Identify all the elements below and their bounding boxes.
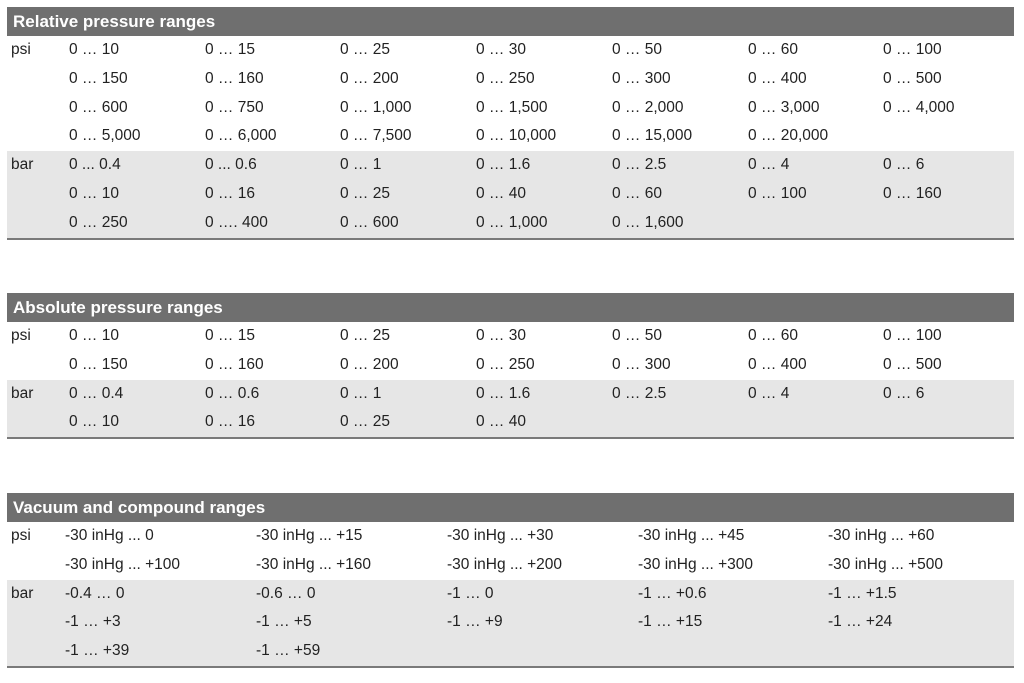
range-cell: 0 … 2,000: [612, 98, 684, 116]
range-cell: -30 inHg ... +45: [638, 527, 745, 544]
range-cell: 0 … 3,000: [748, 98, 820, 116]
table-row: [7, 637, 1014, 666]
relative-pressure-section: [7, 7, 1014, 240]
absolute-ranges-table: [7, 322, 1014, 437]
unit-label: psi: [11, 527, 31, 544]
table-row: [7, 351, 1014, 380]
range-cell: 0 … 100: [748, 184, 807, 202]
unit-group-psi: [7, 322, 1014, 380]
table-row: [7, 322, 1014, 351]
range-cell: 0 … 2.5: [612, 384, 667, 402]
range-cell: -30 inHg ... +100: [65, 555, 181, 573]
section-title: Vacuum and compound ranges: [7, 493, 1014, 522]
range-cell: -1 … +5: [256, 613, 312, 631]
range-cell: 0 … 250: [69, 213, 128, 231]
range-cell: 0 … 25: [340, 41, 390, 58]
range-cell: 0 … 20,000: [748, 127, 829, 145]
range-cell: 0 … 160: [205, 355, 264, 373]
range-cell: 0 … 1,000: [476, 213, 548, 231]
range-cell: 0 … 5,000: [69, 127, 141, 145]
unit-group-bar: [7, 580, 1014, 666]
section-divider: [7, 666, 1014, 668]
range-cell: 0 … 25: [340, 184, 390, 202]
table-row: [7, 522, 1014, 551]
range-cell: -0.4 … 0: [65, 584, 125, 602]
range-cell: 0 … 0.4: [69, 384, 124, 402]
section-divider: [7, 238, 1014, 240]
range-cell: -30 inHg ... 0: [65, 527, 154, 544]
range-cell: 0 … 6: [883, 384, 925, 402]
table-row: [7, 580, 1014, 609]
unit-label: bar: [11, 584, 34, 602]
table-row: [7, 94, 1014, 123]
range-cell: 0 … 10: [69, 327, 119, 344]
range-cell: 0 … 250: [476, 355, 535, 373]
range-cell: 0 … 15: [205, 41, 255, 58]
unit-label: psi: [11, 327, 31, 344]
table-row: [7, 36, 1014, 65]
range-cell: -30 inHg ... +500: [828, 555, 944, 573]
unit-group-bar: [7, 151, 1014, 237]
range-cell: 0 … 1,000: [340, 98, 412, 116]
range-cell: -1 … +3: [65, 613, 121, 631]
range-cell: 0 … 50: [612, 327, 662, 344]
range-cell: 0 … 4,000: [883, 98, 955, 116]
range-cell: 0 … 7,500: [340, 127, 412, 145]
table-row: [7, 380, 1014, 409]
relative-ranges-table: [7, 36, 1014, 238]
range-cell: 0 … 6,000: [205, 127, 277, 145]
range-cell: 0 … 4: [748, 156, 790, 174]
range-cell: 0 … 200: [340, 355, 399, 373]
range-cell: 0 … 25: [340, 327, 390, 344]
range-cell: 0 … 400: [748, 69, 807, 87]
range-cell: 0 …. 400: [205, 213, 268, 231]
range-cell: -30 inHg ... +160: [256, 555, 372, 573]
table-row: [7, 65, 1014, 94]
range-cell: 0 … 15: [205, 327, 255, 344]
range-cell: 0 … 160: [205, 69, 264, 87]
unit-group-bar: [7, 380, 1014, 438]
unit-group-psi: [7, 522, 1014, 580]
range-cell: 0 … 50: [612, 41, 662, 58]
range-cell: 0 ... 0.4: [69, 156, 121, 174]
range-cell: 0 ... 0.6: [205, 156, 257, 174]
range-cell: 0 … 1.6: [476, 384, 531, 402]
section-title: Relative pressure ranges: [7, 7, 1014, 36]
range-cell: 0 … 1: [340, 384, 382, 402]
range-cell: 0 … 10: [69, 184, 119, 202]
range-cell: -1 … 0: [447, 584, 494, 602]
range-cell: 0 … 10,000: [476, 127, 557, 145]
range-cell: 0 … 500: [883, 69, 942, 87]
vacuum-compound-section: [7, 493, 1014, 668]
range-cell: 0 … 200: [340, 69, 399, 87]
range-cell: 0 … 16: [205, 184, 255, 202]
range-cell: -30 inHg ... +300: [638, 555, 754, 573]
range-cell: 0 … 2.5: [612, 156, 667, 174]
range-cell: 0 … 15,000: [612, 127, 693, 145]
range-cell: 0 … 10: [69, 41, 119, 58]
range-cell: 0 … 300: [612, 355, 671, 373]
range-cell: 0 … 1: [340, 156, 382, 174]
range-cell: 0 … 250: [476, 69, 535, 87]
range-cell: -30 inHg ... +15: [256, 527, 363, 544]
range-cell: 0 … 30: [476, 41, 526, 58]
section-divider: [7, 437, 1014, 439]
absolute-pressure-section: [7, 293, 1014, 439]
range-cell: 0 … 30: [476, 327, 526, 344]
range-cell: -1 … +39: [65, 642, 130, 660]
range-cell: 0 … 60: [748, 41, 798, 58]
table-row: [7, 180, 1014, 209]
range-cell: 0 … 600: [340, 213, 399, 231]
section-title: Absolute pressure ranges: [7, 293, 1014, 322]
table-row: [7, 209, 1014, 238]
unit-label: psi: [11, 41, 31, 58]
range-cell: 0 … 150: [69, 355, 128, 373]
table-row: [7, 408, 1014, 437]
range-cell: 0 … 600: [69, 98, 128, 116]
range-cell: 0 … 25: [340, 413, 390, 431]
range-cell: 0 … 1,500: [476, 98, 548, 116]
range-cell: -30 inHg ... +30: [447, 527, 554, 544]
table-row: [7, 151, 1014, 180]
range-cell: 0 … 400: [748, 355, 807, 373]
range-cell: -0.6 … 0: [256, 584, 316, 602]
unit-group-psi: [7, 36, 1014, 151]
range-cell: 0 … 10: [69, 413, 119, 431]
range-cell: 0 … 1.6: [476, 156, 531, 174]
table-row: [7, 551, 1014, 580]
range-cell: -1 … +0.6: [638, 584, 707, 602]
range-cell: 0 … 300: [612, 69, 671, 87]
range-cell: 0 … 150: [69, 69, 128, 87]
range-cell: -1 … +15: [638, 613, 703, 631]
range-cell: 0 … 40: [476, 413, 526, 431]
range-cell: 0 … 1,600: [612, 213, 684, 231]
range-cell: 0 … 160: [883, 184, 942, 202]
range-cell: 0 … 60: [748, 327, 798, 344]
range-cell: 0 … 16: [205, 413, 255, 431]
unit-label: bar: [11, 156, 34, 174]
range-cell: 0 … 750: [205, 98, 264, 116]
range-cell: 0 … 40: [476, 184, 526, 202]
vacuum-ranges-table: [7, 522, 1014, 666]
table-row: [7, 122, 1014, 151]
range-cell: 0 … 0.6: [205, 384, 260, 402]
range-cell: 0 … 100: [883, 327, 942, 344]
range-cell: 0 … 60: [612, 184, 662, 202]
range-cell: 0 … 6: [883, 156, 925, 174]
range-cell: -1 … +9: [447, 613, 503, 631]
range-cell: -30 inHg ... +200: [447, 555, 563, 573]
range-cell: -1 … +24: [828, 613, 893, 631]
range-cell: 0 … 100: [883, 41, 942, 58]
range-cell: -1 … +1.5: [828, 584, 897, 602]
range-cell: 0 … 4: [748, 384, 790, 402]
range-cell: -1 … +59: [256, 642, 321, 660]
table-row: [7, 608, 1014, 637]
range-cell: -30 inHg ... +60: [828, 527, 935, 544]
range-cell: 0 … 500: [883, 355, 942, 373]
unit-label: bar: [11, 384, 34, 402]
